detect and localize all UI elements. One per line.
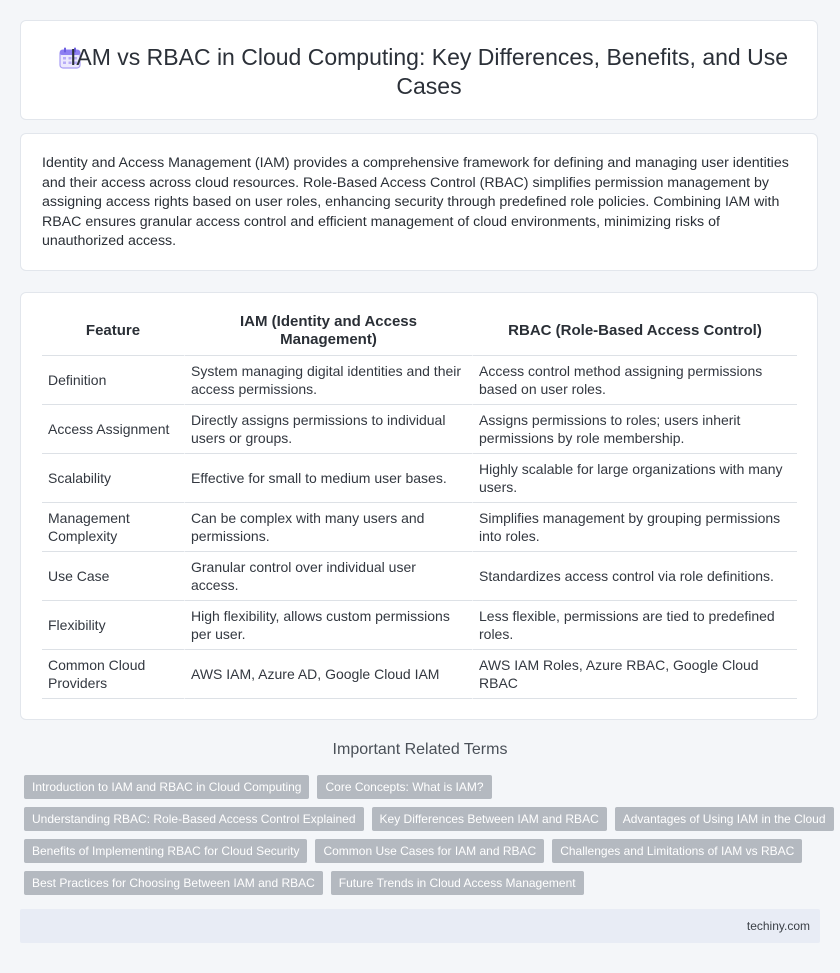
related-term-tag[interactable]: Common Use Cases for IAM and RBAC — [315, 839, 544, 863]
feature-cell: Scalability — [42, 454, 184, 503]
header-rbac: RBAC (Role-Based Access Control) — [472, 307, 797, 356]
related-term-tag[interactable]: Advantages of Using IAM in the Cloud — [615, 807, 834, 831]
iam-cell: High flexibility, allows custom permissions per user. — [184, 601, 472, 650]
related-term-tag[interactable]: Challenges and Limitations of IAM vs RBAC — [552, 839, 802, 863]
iam-cell: System managing digital identities and their access permissions. — [184, 356, 472, 405]
header-iam: IAM (Identity and Access Management) — [184, 307, 472, 356]
rbac-cell: Less flexible, permissions are tied to predefined roles. — [472, 601, 797, 650]
related-term-tag[interactable]: Future Trends in Cloud Access Management — [331, 871, 584, 895]
iam-cell: Directly assigns permissions to individual users or groups. — [184, 405, 472, 454]
table-row — [42, 503, 797, 552]
table-row — [42, 552, 797, 601]
related-term-tag[interactable]: Introduction to IAM and RBAC in Cloud Computing — [24, 775, 309, 799]
related-term-tag[interactable]: Core Concepts: What is IAM? — [317, 775, 491, 799]
rbac-cell: Highly scalable for large organizations with many users. — [472, 454, 797, 503]
table-row — [42, 454, 797, 503]
related-term-tag[interactable]: Benefits of Implementing RBAC for Cloud Security — [24, 839, 307, 863]
rbac-cell: Standardizes access control via role definitions. — [472, 552, 797, 601]
table-header-row — [42, 307, 797, 356]
footer-brand[interactable]: techiny.com — [746, 919, 810, 933]
related-term-tag[interactable]: Best Practices for Choosing Between IAM and RBAC — [24, 871, 323, 895]
table-row — [42, 356, 797, 405]
related-term-tag[interactable]: Key Differences Between IAM and RBAC — [372, 807, 607, 831]
title-card — [20, 20, 818, 120]
footer — [20, 909, 820, 943]
iam-cell: AWS IAM, Azure AD, Google Cloud IAM — [184, 650, 472, 699]
rbac-cell: Assigns permissions to roles; users inherit permissions by role membership. — [472, 405, 797, 454]
table-row — [42, 650, 797, 699]
feature-cell: Use Case — [42, 552, 184, 601]
feature-cell: Definition — [42, 356, 184, 405]
related-terms-heading: Important Related Terms — [332, 741, 508, 758]
comparison-table-card — [20, 292, 818, 720]
feature-cell: Flexibility — [42, 601, 184, 650]
header-feature: Feature — [42, 307, 184, 356]
iam-cell: Can be complex with many users and permissions. — [184, 503, 472, 552]
table-row — [42, 601, 797, 650]
intro-paragraph: Identity and Access Management (IAM) provides a comprehensive framework for defining and managing user identities and their access across cloud resources. Role-Based Access Control (RBAC) simplifies permission management by assigning access rights based on user roles, enhancing security through predefined role policies. Combining IAM with RBAC ensures granular access control and efficient management of cloud environments, minimizing risks of unauthorized access. — [42, 155, 789, 250]
comparison-table — [42, 307, 797, 699]
related-terms-tags — [24, 775, 824, 903]
intro-card — [20, 133, 818, 271]
iam-cell: Effective for small to medium user bases. — [184, 454, 472, 503]
iam-cell: Granular control over individual user access. — [184, 552, 472, 601]
table-row — [42, 405, 797, 454]
page-title: IAM vs RBAC in Cloud Computing: Key Differences, Benefits, and Use Cases — [69, 44, 788, 99]
feature-cell: Access Assignment — [42, 405, 184, 454]
rbac-cell: Access control method assigning permissions based on user roles. — [472, 356, 797, 405]
feature-cell: Management Complexity — [42, 503, 184, 552]
rbac-cell: Simplifies management by grouping permissions into roles. — [472, 503, 797, 552]
feature-cell: Common Cloud Providers — [42, 650, 184, 699]
rbac-cell: AWS IAM Roles, Azure RBAC, Google Cloud RBAC — [472, 650, 797, 699]
related-term-tag[interactable]: Understanding RBAC: Role-Based Access Control Explained — [24, 807, 364, 831]
